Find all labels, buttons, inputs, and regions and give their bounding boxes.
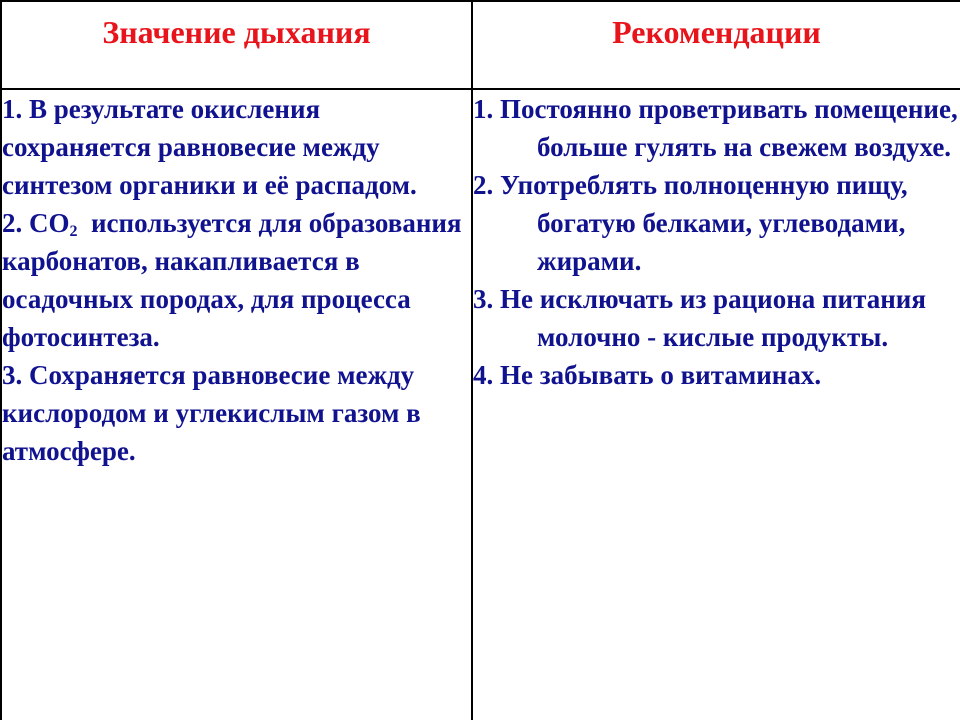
significance-cell: [1, 89, 472, 720]
header-row: [1, 1, 960, 89]
header-cell-right: [472, 1, 960, 89]
recommendation-item-4: 4. Не забывать о витаминах.: [473, 360, 822, 390]
significance-item-3: 3. Сохраняется равновесие между кислородом и углекислым газом в атмосфере.: [2, 360, 421, 466]
significance-item-2-pre: 2. СО: [2, 208, 70, 238]
header-significance: Значение дыхания: [102, 14, 371, 50]
recommendation-item-3: 3. Не исключать из рациона питания молочно - кислые продукты.: [473, 284, 926, 352]
co2-subscript: 2: [69, 223, 78, 240]
body-row: [1, 89, 960, 720]
significance-item-2-post: используется для образования карбонатов, накапливается в осадочных породах, для процесса фотосинтеза.: [2, 208, 469, 352]
recommendation-item-2: 2. Употреблять полноценную пищу, богатую белками, углеводами, жирами.: [473, 170, 908, 276]
significance-item-2: [2, 204, 471, 356]
recommendations-cell: [472, 89, 960, 720]
significance-item-1: 1. В результате окисления сохраняется равновесие между синтезом органики и её распадом.: [2, 94, 417, 200]
recommendation-item-1: 1. Постоянно проветривать помещение, больше гулять на свежем воздухе.: [473, 94, 958, 162]
header-cell-left: [1, 1, 472, 89]
header-recommendations: Рекомендации: [612, 14, 821, 50]
